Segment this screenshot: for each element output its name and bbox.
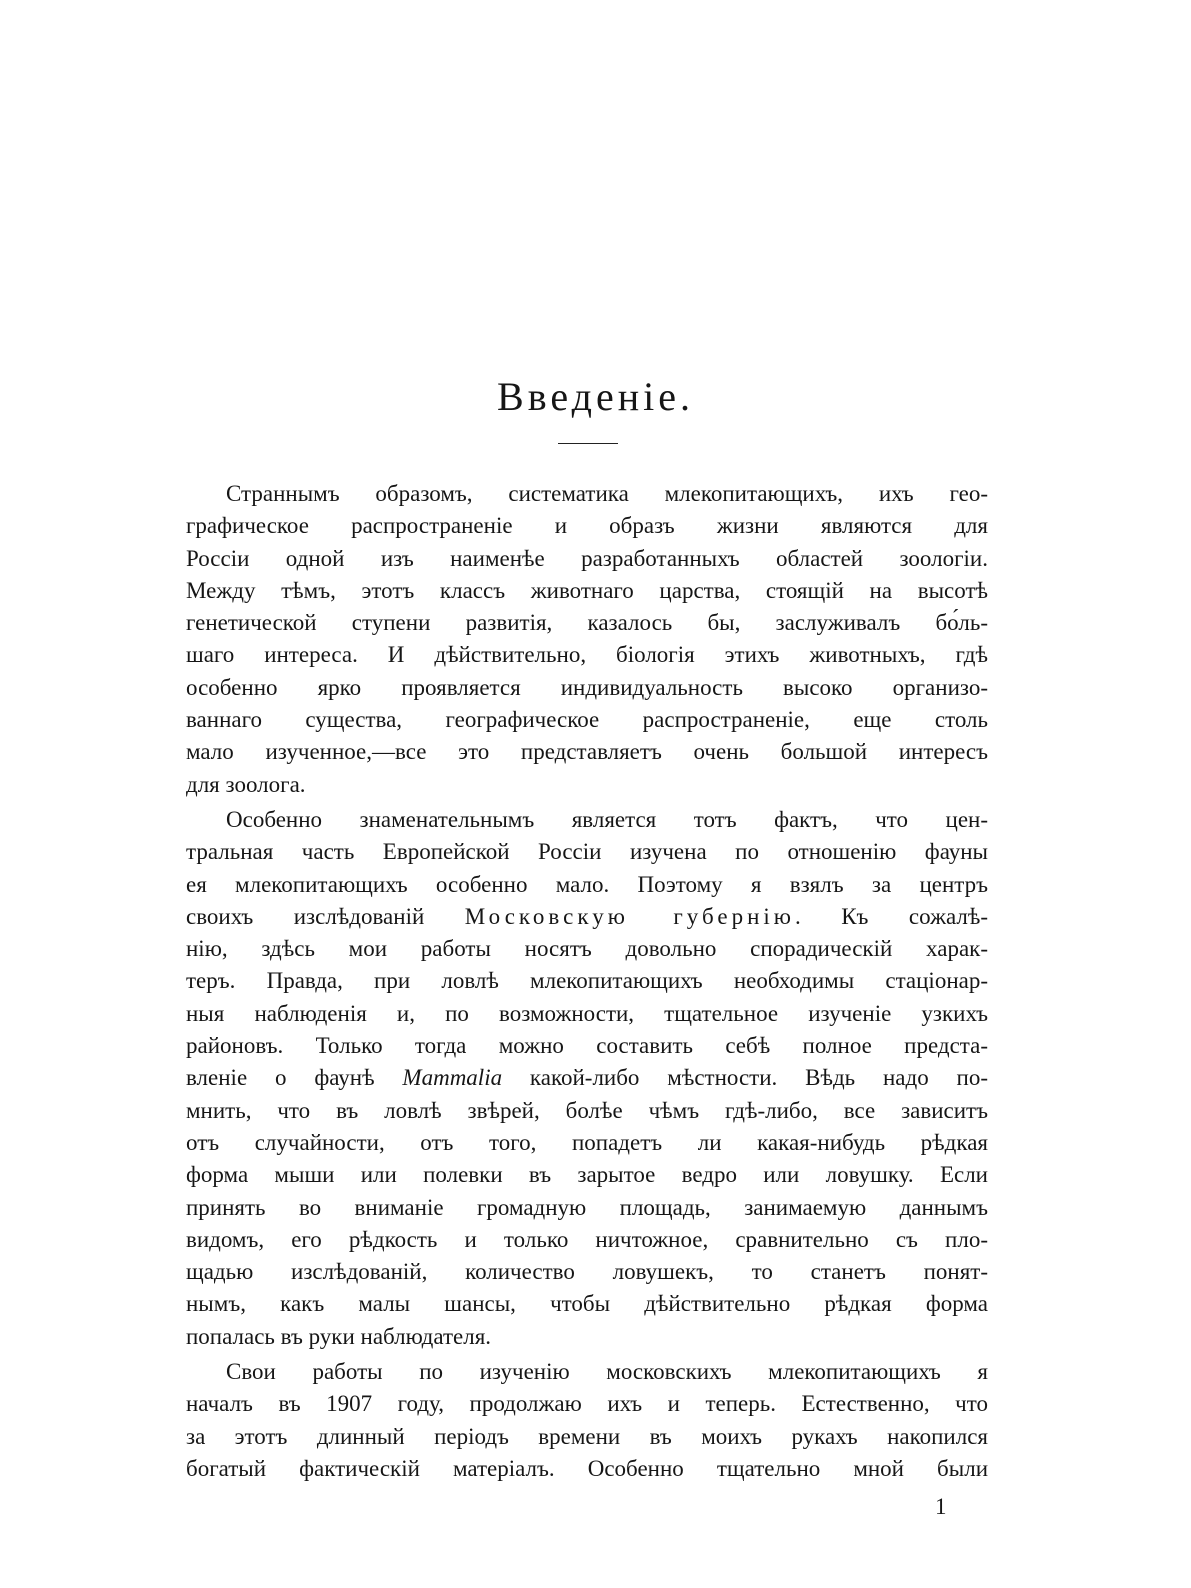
text-line: отъ случайности, отъ того, попадетъ ли какая-нибудь рѣдкая <box>186 1129 988 1155</box>
text-line: мало изученное,—все это представляетъ очень большой интересъ <box>186 739 988 765</box>
chapter-title: Введенie. <box>497 374 694 419</box>
text-line: шаго интереса. И дѣйствительно, бiологiя этихъ животныхъ, гдѣ <box>186 642 988 668</box>
text-line: за этотъ длинный перiодъ времени въ моихъ рукахъ накопился <box>186 1423 988 1449</box>
text-line: ныя наблюденiя и, по возможности, тщательное изученiе узкихъ <box>186 1000 988 1026</box>
text-line: богатый фактическiй матерiалъ. Особенно тщательно мной были <box>186 1455 988 1481</box>
text-line: принять во вниманiе громадную площадь, занимаемую даннымъ <box>186 1194 988 1220</box>
body-text <box>186 478 988 1488</box>
text-line: районовъ. Только тогда можно составить себѣ полное предста- <box>186 1033 988 1059</box>
page-number: 1 <box>935 1494 947 1519</box>
title-divider <box>558 443 618 444</box>
paragraph <box>186 804 988 1353</box>
text-line: теръ. Правда, при ловлѣ млекопитающихъ необходимы стацiонар- <box>186 968 988 994</box>
text-line: своихъ изслѣдованiй Московскую губернiю. Къ сожалѣ- <box>186 903 988 929</box>
text-line: Между тѣмъ, этотъ классъ животнаго царства, стоящiй на высотѣ <box>186 577 988 603</box>
text-line: графическое распространенiе и образъ жизни являются для <box>186 513 988 539</box>
text-line: генетической ступени развитiя, казалось бы, заслуживалъ бо́ль- <box>186 610 988 636</box>
text-line: вленiе о фаунѣ Mammalia какой-либо мѣстности. Вѣдь надо по- <box>186 1065 988 1091</box>
paragraph <box>186 1356 988 1485</box>
text-line: тральная часть Европейской Россiи изучена по отношенiю фауны <box>186 839 988 865</box>
text-line: началъ въ 1907 году, продолжаю ихъ и теперь. Естественно, что <box>186 1391 988 1417</box>
text-line: Страннымъ образомъ, систематика млекопитающихъ, ихъ гео- <box>226 481 988 506</box>
text-line: форма мыши или полевки въ зарытое ведро или ловушку. Если <box>186 1162 988 1188</box>
text-line: особенно ярко проявляется индивидуальность высоко организо- <box>186 674 988 700</box>
text-line: Свои работы по изученiю московскихъ млекопитающихъ я <box>226 1359 988 1385</box>
text-line: Особенно знаменательнымъ является тотъ фактъ, что цен- <box>226 806 988 832</box>
text-line: попалась въ руки наблюдателя. <box>186 1323 492 1349</box>
text-line: видомъ, его рѣдкость и только ничтожное, сравнительно съ пло- <box>186 1226 988 1252</box>
text-line: ея млекопитающихъ особенно мало. Поэтому я взялъ за центръ <box>186 871 988 897</box>
text-line: Россiи одной изъ наименѣе разработанныхъ областей зоологiи. <box>186 545 988 571</box>
text-line: мнить, что въ ловлѣ звѣрей, болѣе чѣмъ гдѣ-либо, все зависитъ <box>186 1097 988 1123</box>
text-line: ваннаго существа, географическое распространенiе, еще столь <box>186 707 988 733</box>
paragraph <box>186 478 988 801</box>
text-line: щадью изслѣдованiй, количество ловушекъ, то станетъ понят- <box>186 1259 988 1285</box>
text-line: нiю, здѣсь мои работы носятъ довольно спорадическiй харак- <box>186 936 988 962</box>
text-line: нымъ, какъ малы шансы, чтобы дѣйствительно рѣдкая форма <box>186 1291 988 1317</box>
text-line: для зоолога. <box>186 771 306 797</box>
